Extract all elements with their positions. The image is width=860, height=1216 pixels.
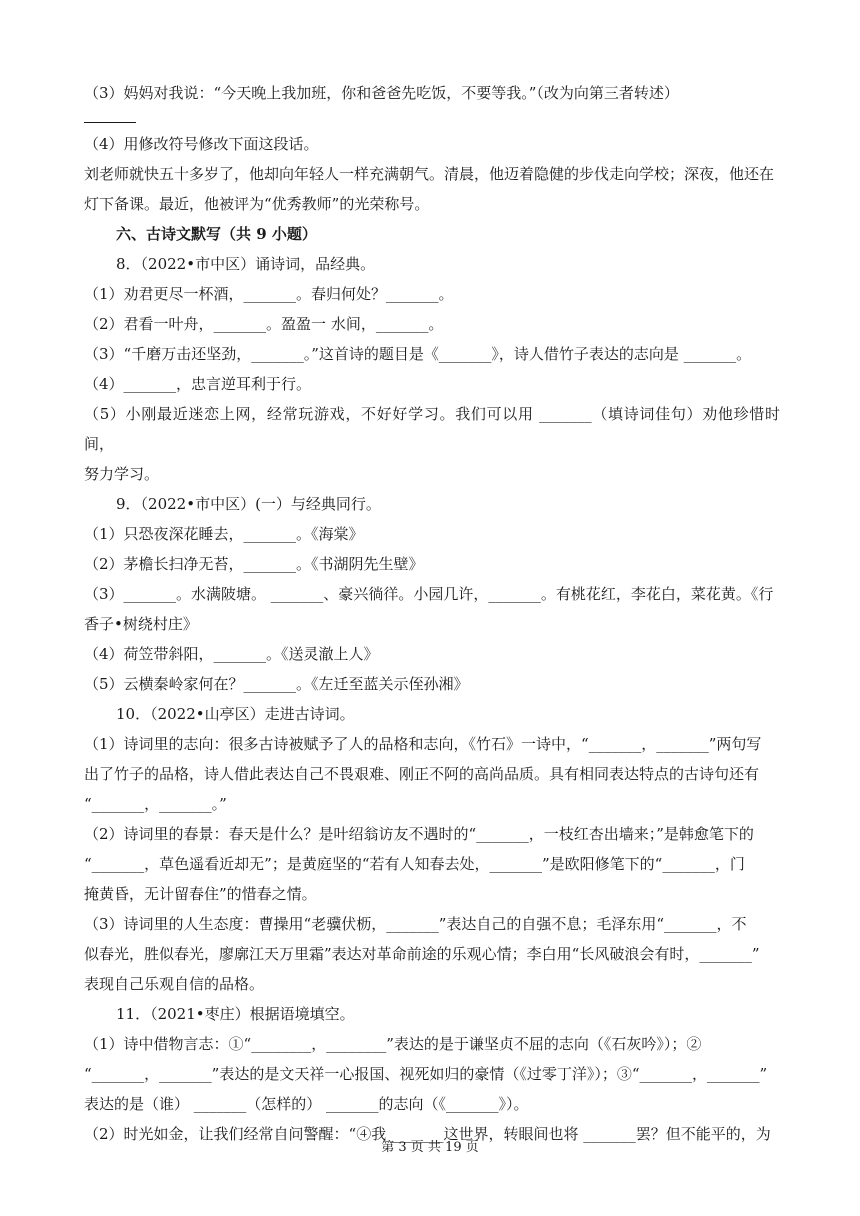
q10-item3-cont: 表现自己乐观自信的品格。: [84, 975, 265, 993]
page-footer: 第 3 页 共 19 页: [381, 1140, 479, 1155]
question-9-title: 9．（2022•市中区）(一）与经典同行。: [116, 495, 381, 513]
q7-item3-text: （3）妈妈对我说：“今天晚上我加班，你和爸爸先吃饭，不要等我。”（改为向第三者转述）: [84, 84, 679, 102]
question-8-title: 8．（2022•市中区）诵诗词，品经典。: [116, 255, 376, 273]
q9-item3-cont: 香子•树绕村庄》: [84, 615, 198, 633]
question-10-title: 10．（2022•山亭区）走进古诗词。: [116, 705, 355, 723]
q11-item2: （2）时光如金，让我们经常自问警醒：“④我 _______这世界，转眼间也将 _______罢？但不能平的，为: [84, 1125, 771, 1143]
q8-item2: （2）君看一叶舟，_______。盈盈一 水间，_______。: [84, 315, 444, 333]
q8-item1: （1）劝君更尽一杯酒，_______。春归何处？_______。: [84, 285, 454, 303]
q8-item4: （4）_______，忠言逆耳利于行。: [84, 375, 312, 393]
q9-item5: （5）云横秦岭家何在？_______。《左迁至蓝关示侄孙湘》: [84, 675, 469, 693]
q9-item4: （4）荷笠带斜阳，_______。《送灵澈上人》: [84, 645, 379, 663]
question-11-title: 11．（2021•枣庄）根据语境填空。: [116, 1005, 355, 1023]
q10-item2: （2）诗词里的春景：春天是什么？是叶绍翁访友不遇时的“_______，一枝红杏出墙来；”是韩愈笔下的: [84, 825, 754, 843]
q11-item1: （1）诗中借物言志：①“________，________”表达的是于谦坚贞不屈的志向（《石灰吟》）；②: [84, 1035, 702, 1053]
q8-item5: （5）小刚最近迷恋上网，经常玩游戏，不好好学习。我们可以用 _______（填诗词佳句）劝他珍惜时间，: [84, 405, 780, 453]
page-content: [84, 78, 780, 1149]
q10-item3: （3）诗词里的人生态度：曹操用“老骥伏枥，_______”表达自己的自强不息；毛泽东用“_______，不: [84, 915, 747, 933]
q11-item1-cont: 表达的是（谁） _______（怎样的） _______的志向（《_______》）。: [84, 1095, 529, 1113]
q10-item2-cont: “_______，草色遥看近却无”；是黄庭坚的“若有人知春去处，_______”是欧阳修笔下的“_______，门: [84, 855, 745, 873]
answer-blank-line: [84, 108, 136, 123]
q10-item1: （1）诗词里的志向：很多古诗被赋予了人的品格和志向，《竹石》一诗中，“_______，_______”两句写: [84, 735, 762, 753]
q10-item1-cont: “_______，_______。”: [84, 795, 227, 813]
q8-item3: （3）“千磨万击还坚劲，_______。”这首诗的题目是《_______》，诗人借竹子表达的志向是 _______。: [84, 345, 752, 363]
q10-item1-cont: 出了竹子的品格，诗人借此表达自己不畏艰难、刚正不阿的高尚品质。具有相同表达特点的古诗句还有: [84, 765, 760, 783]
q10-item3-cont: 似春光，胜似春光，廖廓江天万里霜”表达对革命前途的乐观心情；李白用“长风破浪会有时，_______”: [84, 945, 760, 963]
q7-item4-text: （4）用修改符号修改下面这段话。: [84, 135, 319, 153]
q10-item2-cont: 掩黄昏，无计留春住”的惜春之情。: [84, 885, 317, 903]
section-heading: 六、古诗文默写（共 9 小题）: [116, 225, 317, 243]
q9-item3: （3）_______。水满陂塘。 _______、豪兴徜徉。小园几许，_______。有桃花红，李花白，菜花黄。《行: [84, 585, 774, 603]
q9-item1: （1）只恐夜深花睡去，_______。《海棠》: [84, 525, 364, 543]
q8-item5-cont: 努力学习。: [84, 465, 160, 483]
q9-item2: （2）茅檐长扫净无苔，_______。《书湖阴先生壁》: [84, 555, 424, 573]
paragraph-line: 刘老师就快五十多岁了，他却向年轻人一样充满朝气。清晨，他迈着隐健的步伐走向学校；深夜，他还在: [84, 165, 775, 183]
paragraph-line: 灯下备课。最近，他被评为“优秀教师”的光荣称号。: [84, 195, 430, 213]
q11-item1-cont: “_______，_______”表达的是文天祥一心报国、视死如归的豪情（《过零丁洋》）；③“_______，_______”: [84, 1065, 768, 1083]
